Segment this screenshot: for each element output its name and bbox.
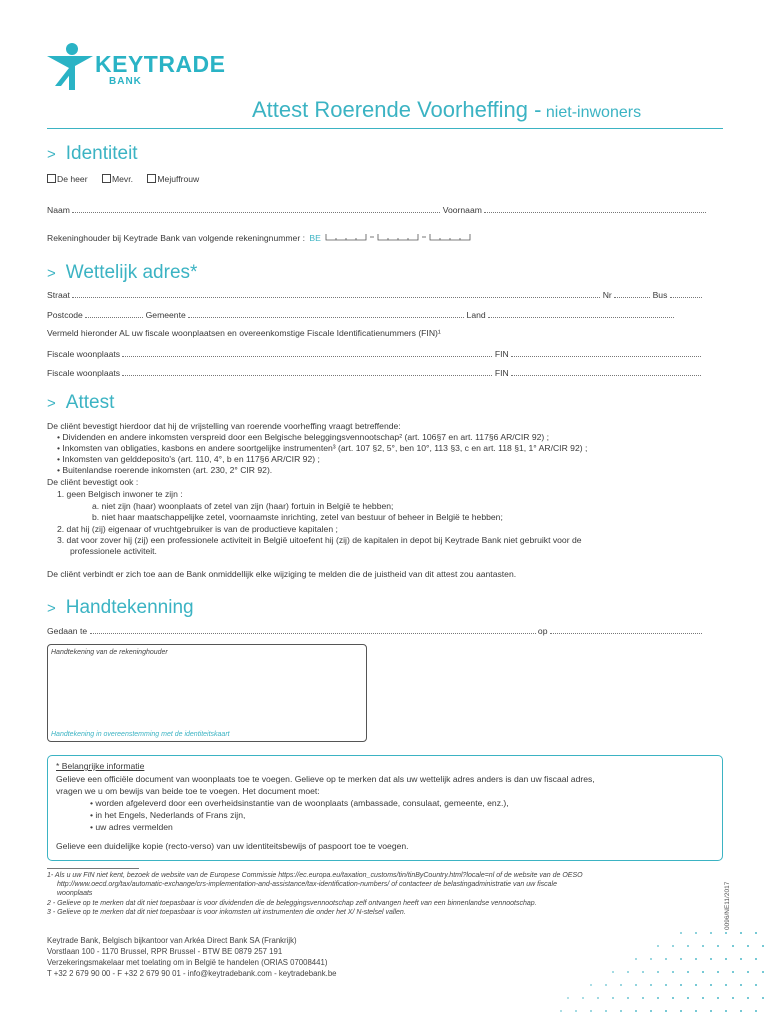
gemeente-field[interactable]	[188, 309, 464, 318]
fin-field-2[interactable]	[511, 367, 701, 376]
fiscale-row-1	[47, 348, 701, 360]
nr-field[interactable]	[614, 289, 650, 298]
decorative-dot	[740, 958, 742, 960]
section-handtekenning-heading: > Handtekenning	[47, 597, 194, 618]
decorative-dot	[710, 1010, 712, 1012]
footnote-rule	[47, 868, 139, 869]
decorative-dot	[710, 932, 712, 934]
decorative-dot	[672, 997, 674, 999]
decorative-dot	[747, 997, 749, 999]
decorative-dot	[672, 971, 674, 973]
chevron-right-icon: >	[47, 395, 56, 412]
page-title	[252, 97, 641, 123]
decorative-dot	[672, 945, 674, 947]
decorative-dot	[650, 984, 652, 986]
decorative-dot	[717, 945, 719, 947]
section-attest-heading: > Attest	[47, 392, 115, 413]
keytrade-logo	[45, 42, 245, 92]
decorative-dot	[687, 971, 689, 973]
info-line: Gelieve een duidelijke kopie (recto-verso) van uw identiteitsbewijs of paspoort toe te voegen.	[56, 841, 409, 851]
decorative-dot	[710, 958, 712, 960]
signature-box-label: Handtekening van de rekeninghouder	[51, 649, 168, 656]
decorative-dot	[762, 971, 764, 973]
decorative-dot	[687, 997, 689, 999]
decorative-dot	[680, 984, 682, 986]
decorative-dot	[762, 945, 764, 947]
straat-field[interactable]	[72, 289, 600, 298]
postcode-row	[47, 309, 674, 321]
fin-label: FIN	[494, 368, 509, 378]
decorative-dot	[695, 932, 697, 934]
decorative-dot	[755, 958, 757, 960]
postcode-label: Postcode	[47, 310, 83, 320]
decorative-dot	[710, 984, 712, 986]
land-field[interactable]	[488, 309, 674, 318]
decorative-dot	[717, 997, 719, 999]
fiscale-field-1[interactable]	[122, 348, 492, 357]
checkbox-mejuffrouw[interactable]: Mejuffrouw	[147, 174, 199, 184]
decorative-dot	[680, 958, 682, 960]
decorative-dot-pattern	[560, 930, 770, 1024]
postcode-field[interactable]	[85, 309, 143, 318]
gedaan-label: Gedaan te	[47, 626, 88, 636]
gedaan-row	[47, 625, 702, 637]
naam-label: Naam	[47, 205, 70, 215]
decorative-dot	[732, 997, 734, 999]
decorative-dot	[627, 971, 629, 973]
op-field[interactable]	[550, 625, 702, 634]
decorative-dot	[702, 971, 704, 973]
footer-line: T +32 2 679 90 00 - F +32 2 679 90 01 - info@keytradebank.com - keytradebank.be	[47, 969, 337, 978]
footnote: 2 - Gelieve op te merken dat dit niet toepasbaar is voor dividenden die de beleggingsvennootschap zelf ontvangen heeft van een binnenlandse vennootschap.	[47, 900, 537, 907]
decorative-dot	[575, 1010, 577, 1012]
attest-line: 1. geen Belgisch inwoner te zijn :	[57, 489, 183, 499]
decorative-dot	[755, 932, 757, 934]
footnote: 3 - Gelieve op te merken dat dit niet toepasbaar is voor inkomsten uit instrumenten die onder het X/ N-stelsel vallen.	[47, 909, 406, 916]
decorative-dot	[590, 984, 592, 986]
decorative-dot	[635, 958, 637, 960]
brand-name: KEYTRADE	[95, 51, 226, 77]
decorative-dot	[762, 997, 764, 999]
decorative-dot	[680, 932, 682, 934]
decorative-dot	[657, 971, 659, 973]
signature-box[interactable]	[47, 644, 367, 742]
footer-line: Keytrade Bank, Belgisch bijkantoor van Arkéa Direct Bank SA (Frankrijk)	[47, 936, 297, 945]
naam-row	[47, 204, 706, 216]
decorative-dot	[740, 932, 742, 934]
voornaam-field[interactable]	[484, 204, 706, 213]
info-box	[47, 755, 723, 861]
decorative-dot	[717, 971, 719, 973]
voornaam-label: Voornaam	[442, 205, 482, 215]
footer-line: Verzekeringsmakelaar met toelating om in België te handelen (ORIAS 07008441)	[47, 958, 328, 967]
decorative-dot	[725, 1010, 727, 1012]
fiscale-label: Fiscale woonplaats	[47, 349, 121, 359]
decorative-dot	[612, 997, 614, 999]
gemeente-label: Gemeente	[145, 310, 186, 320]
fiscale-field-2[interactable]	[122, 367, 492, 376]
attest-line: • Dividenden en andere inkomsten verspreid door een Belgische beleggingsvennootschap² (art. 106§7 en art. 117§6 AR/CIR 92) ;	[57, 432, 550, 442]
info-bullet: • uw adres vermelden	[90, 822, 173, 832]
info-bullet: • worden afgeleverd door een overheidsinstantie van de woonplaats (ambassade, consulaat, gemeente, enz.),	[90, 798, 509, 808]
rekening-label: Rekeninghouder bij Keytrade Bank van volgende rekeningnummer :	[47, 233, 305, 243]
info-line: Gelieve een officiële document van woonplaats toe te voegen. Gelieve op te merken dat als uw wettelijk adres anders is dan uw fiscaal adres,	[56, 774, 595, 784]
document-code: 0096/NE11/2017	[724, 881, 731, 930]
attest-line: 3. dat voor zover hij (zij) een professionele activiteit in België uitoefent hij (zij) de kapitalen in depot bij Keytrade Bank niet gebruikt voor de	[57, 535, 582, 545]
footer-line: Vorstlaan 100 - 1170 Brussel, RPR Brussel - BTW BE 0879 257 191	[47, 947, 283, 956]
decorative-dot	[665, 984, 667, 986]
title-rule	[47, 128, 723, 129]
decorative-dot	[747, 971, 749, 973]
nr-label: Nr	[602, 290, 612, 300]
decorative-dot	[695, 984, 697, 986]
info-title: * Belangrijke informatie	[56, 761, 145, 771]
land-label: Land	[466, 310, 486, 320]
decorative-dot	[642, 997, 644, 999]
fin-field-1[interactable]	[511, 348, 701, 357]
decorative-dot	[702, 945, 704, 947]
footnote: http://www.oecd.org/tax/automatic-exchange/crs-implementation-and-assistance/tax-identification-numbers/ of contacteer de belastingadministratie van uw fiscale	[57, 881, 557, 888]
rekening-row	[47, 232, 478, 244]
brand-sub: BANK	[109, 76, 142, 87]
decorative-dot	[732, 945, 734, 947]
decorative-dot	[747, 945, 749, 947]
chevron-right-icon: >	[47, 265, 56, 282]
attest-line: De cliënt bevestigt hierdoor dat hij de vrijstelling van roerende voorheffing vraagt betreffende:	[47, 421, 401, 431]
chevron-right-icon: >	[47, 600, 56, 617]
straat-label: Straat	[47, 290, 70, 300]
decorative-dot	[582, 997, 584, 999]
attest-line: • Inkomsten van gelddeposito's (art. 110, 4°, b en 117§6 AR/CIR 92) ;	[57, 454, 320, 464]
decorative-dot	[725, 958, 727, 960]
decorative-dot	[687, 945, 689, 947]
decorative-dot	[650, 1010, 652, 1012]
bus-label: Bus	[652, 290, 668, 300]
decorative-dot	[657, 945, 659, 947]
decorative-dot	[650, 958, 652, 960]
attest-line: 2. dat hij (zij) eigenaar of vruchtgebruiker is van de productieve kapitalen ;	[57, 524, 338, 534]
fiscale-label: Fiscale woonplaats	[47, 368, 121, 378]
decorative-dot	[635, 984, 637, 986]
naam-field[interactable]	[72, 204, 440, 213]
decorative-dot	[725, 932, 727, 934]
decorative-dot	[635, 1010, 637, 1012]
decorative-dot	[680, 1010, 682, 1012]
decorative-dot	[560, 1010, 562, 1012]
fin-label: FIN	[494, 349, 509, 359]
decorative-dot	[642, 971, 644, 973]
bus-field[interactable]	[670, 289, 702, 298]
attest-line: a. niet zijn (haar) woonplaats of zetel van zijn (haar) fortuin in België te hebben;	[92, 501, 394, 511]
decorative-dot	[695, 1010, 697, 1012]
decorative-dot	[755, 984, 757, 986]
chevron-right-icon: >	[47, 146, 56, 163]
attest-line: professionele activiteit.	[70, 546, 157, 556]
gedaan-field[interactable]	[90, 625, 536, 634]
decorative-dot	[702, 997, 704, 999]
checkbox-mevr[interactable]: Mevr.	[102, 174, 133, 184]
decorative-dot	[627, 997, 629, 999]
attest-line: • Buitenlandse roerende inkomsten (art. 230, 2° CIR 92).	[57, 465, 273, 475]
decorative-dot	[620, 984, 622, 986]
straat-row	[47, 289, 702, 301]
decorative-dot	[590, 1010, 592, 1012]
page-title-sub: niet-inwoners	[545, 104, 642, 121]
decorative-dot	[597, 997, 599, 999]
decorative-dot	[567, 997, 569, 999]
decorative-dot	[665, 1010, 667, 1012]
fiscale-row-2	[47, 367, 701, 379]
page-title-main: Attest Roerende Voorheffing -	[252, 97, 542, 122]
decorative-dot	[740, 1010, 742, 1012]
iban-prefix: BE	[309, 233, 321, 243]
decorative-dot	[605, 1010, 607, 1012]
decorative-dot	[605, 984, 607, 986]
decorative-dot	[612, 971, 614, 973]
salutation-options	[47, 174, 199, 185]
section-identiteit-heading: > Identiteit	[47, 143, 138, 164]
decorative-dot	[732, 971, 734, 973]
op-label: op	[537, 626, 548, 636]
decorative-dot	[755, 1010, 757, 1012]
info-line: vragen we u om bewijs van beide toe te voegen. Het document moet:	[56, 786, 320, 796]
footnote: 1- Als u uw FIN niet kent, bezoek de website van de Europese Commissie https://ec.europa.eu/taxation_customs/tin/tinByCountry.html?locale=nl of de website van de OESO	[47, 872, 583, 879]
iban-field[interactable]	[323, 233, 478, 243]
signature-box-note: Handtekening in overeenstemming met de identiteitskaart	[51, 731, 230, 738]
keytrade-star-icon	[45, 42, 95, 92]
section-adres-heading: > Wettelijk adres*	[47, 262, 198, 283]
decorative-dot	[740, 984, 742, 986]
decorative-dot	[665, 958, 667, 960]
checkbox-de-heer[interactable]: De heer	[47, 174, 88, 184]
attest-line: • Inkomsten van obligaties, kasbons en andere soortgelijke instrumenten³ (art. 107 §2, 5°, ben 10°, 113 §3, c en art. 118 §1, 1° AR/CIR 92) ;	[57, 443, 588, 453]
decorative-dot	[657, 997, 659, 999]
decorative-dot	[725, 984, 727, 986]
decorative-dot	[695, 958, 697, 960]
attest-closing: De cliënt verbindt er zich toe aan de Bank onmiddellijk elke wijziging te melden die de juistheid van dit attest zou aantasten.	[47, 569, 517, 579]
attest-line: b. niet haar maatschappelijke zetel, voornaamste inrichting, zetel van bestuur of beheer in België te hebben;	[92, 512, 503, 522]
vermeld-text: Vermeld hieronder AL uw fiscale woonplaatsen en overeenkomstige Fiscale Identificatienummers (FIN)¹	[47, 328, 441, 338]
decorative-dot	[620, 1010, 622, 1012]
attest-line: De cliënt bevestigt ook :	[47, 477, 139, 487]
footnote: woonplaats	[57, 890, 93, 897]
info-bullet: • in het Engels, Nederlands of Frans zijn,	[90, 810, 246, 820]
